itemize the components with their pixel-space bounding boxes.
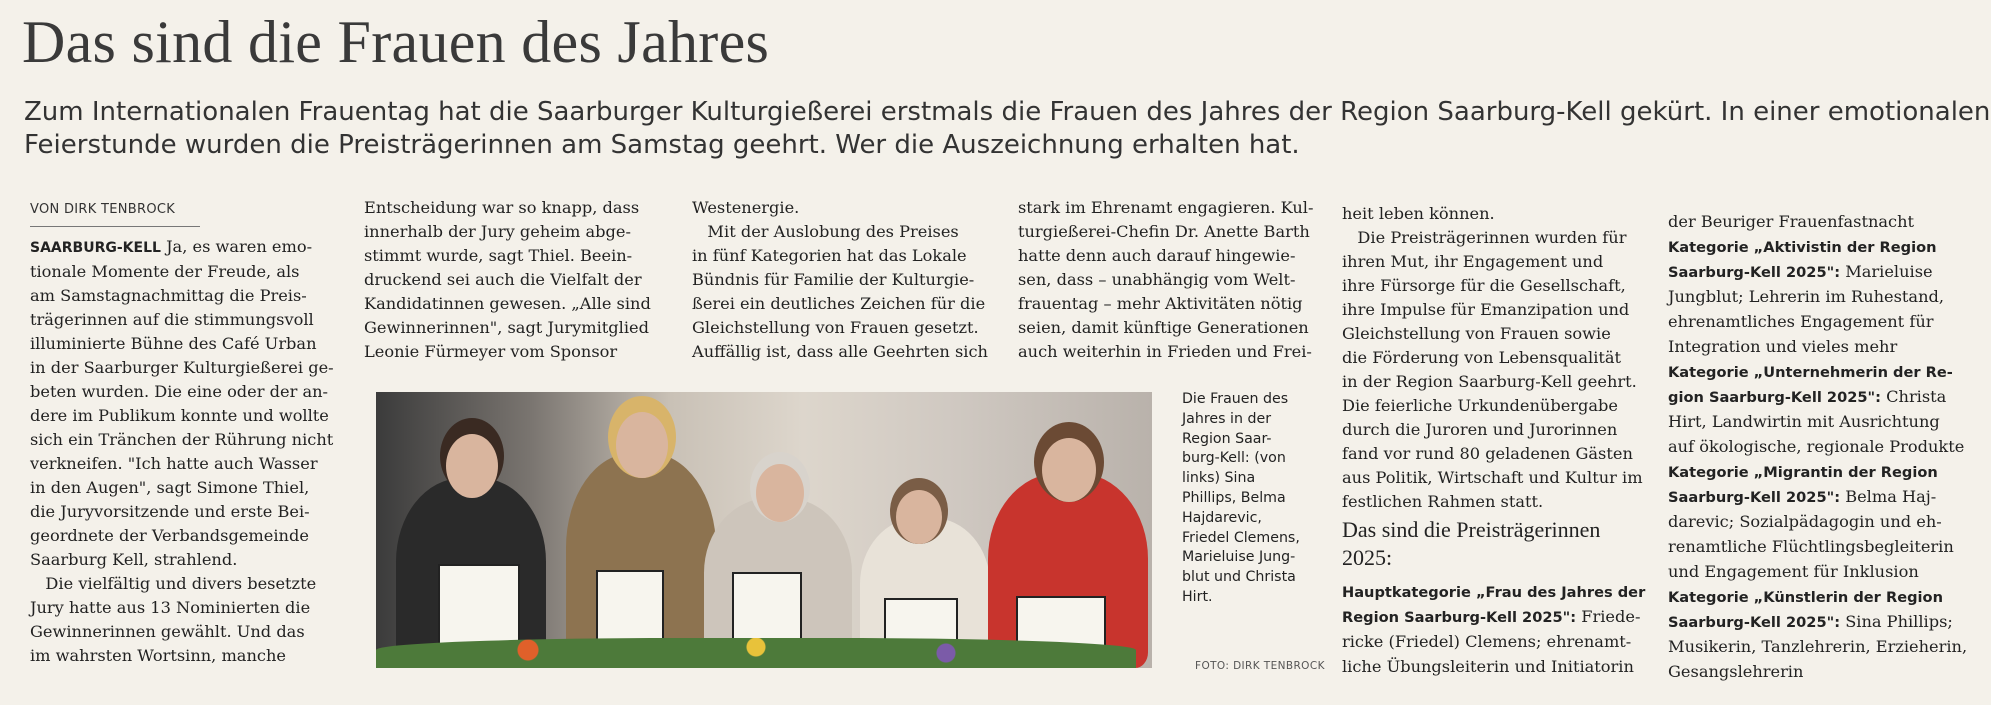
- text-line: Jungblut; Lehrerin im Ruhestand,: [1668, 287, 1945, 306]
- headline: Das sind die Frauen des Jahres: [22, 9, 770, 75]
- text-line: und Engagement für Inklusion: [1668, 562, 1919, 581]
- column-5: [1342, 202, 1652, 680]
- text-line: Belma Haj-: [1840, 487, 1937, 506]
- text-line: heit leben können.: [1342, 204, 1495, 223]
- text-line: Integration und vieles mehr: [1668, 337, 1898, 356]
- text-line: Saarburg Kell, strahlend.: [30, 550, 238, 569]
- text-line: Christa: [1880, 387, 1947, 406]
- caption-line: burg-Kell: (von: [1182, 450, 1286, 467]
- caption-line: Marieluise Jung-: [1182, 549, 1296, 566]
- caption-line: Hirt.: [1182, 588, 1213, 605]
- deck-line: Zum Internationalen Frauentag hat die Saarburger Kulturgießerei erstmals die Frauen des Jahres der Region Saarburg-Kell gekürt. In einer emotionalen: [24, 97, 1991, 127]
- text-line: im wahrsten Wortsinn, manche: [30, 646, 286, 665]
- text-line: liche Übungsleiterin und Initiatorin: [1342, 657, 1634, 676]
- subheading: Das sind die Preisträgerinnen: [1342, 517, 1601, 542]
- category-label: Kategorie „Migrantin der Region: [1668, 464, 1938, 481]
- text-line: Westenergie.: [692, 198, 800, 217]
- text-line: aus Politik, Wirtschaft und Kultur im: [1342, 468, 1643, 487]
- text-line: Sina Phillips;: [1840, 612, 1953, 631]
- text-line: fand vor rund 80 geladenen Gästen: [1342, 444, 1633, 463]
- text-line: trägerinnen auf die stimmungsvoll: [30, 310, 314, 329]
- dateline: SAARBURG-KELL: [30, 240, 161, 256]
- byline-rule: [30, 226, 200, 227]
- text-line: die Juryvorsitzende und erste Bei-: [30, 502, 310, 521]
- text-line: druckend sei auch die Vielfalt der: [364, 270, 642, 289]
- text-line: ihren Mut, ihr Engagement und: [1342, 252, 1604, 271]
- category-label: Saarburg-Kell 2025":: [1668, 264, 1841, 281]
- text-line: Bündnis für Familie der Kulturgie-: [692, 270, 975, 289]
- text-line: sich ein Tränchen der Rührung nicht: [30, 430, 334, 449]
- text-line: ihre Impulse für Emanzipation und: [1342, 300, 1630, 319]
- text-line: Die Preisträgerinnen wurden für: [1342, 228, 1627, 247]
- text-line: tionale Momente der Freude, als: [30, 262, 300, 281]
- person-head: [446, 434, 498, 498]
- text-line: Gesangslehrerin: [1668, 662, 1804, 681]
- text-line: ricke (Friedel) Clemens; ehrenamt-: [1342, 632, 1632, 651]
- photo-credit: FOTO: DIRK TENBROCK: [1195, 660, 1325, 672]
- text-line: Entscheidung war so knapp, dass: [364, 198, 640, 217]
- text-line: frauentag – mehr Aktivitäten nötig: [1018, 294, 1303, 313]
- text-line: beten wurden. Die eine oder der an-: [30, 382, 329, 401]
- category-label: Hauptkategorie „Frau des Jahres der: [1342, 584, 1646, 601]
- caption-line: Region Saar-: [1182, 430, 1272, 447]
- subheading: 2025:: [1342, 545, 1393, 570]
- text-line: Mit der Auslobung des Preises: [692, 222, 959, 241]
- category-label: Kategorie „Unternehmerin der Re-: [1668, 364, 1953, 381]
- text-line: in den Augen", sagt Simone Thiel,: [30, 478, 310, 497]
- person-head: [616, 412, 668, 478]
- caption-line: Jahres in der: [1182, 410, 1272, 427]
- text-line: renamtliche Flüchtlingsbegleiterin: [1668, 537, 1954, 556]
- text-line: geordnete der Verbandsgemeinde: [30, 526, 309, 545]
- text-line: Auffällig ist, dass alle Geehrten sich: [692, 342, 988, 361]
- category-label: gion Saarburg-Kell 2025":: [1668, 389, 1881, 406]
- caption-line: Phillips, Belma: [1182, 489, 1286, 506]
- column-4: [1018, 196, 1328, 364]
- text-line: stimmt wurde, sagt Thiel. Beein-: [364, 246, 633, 265]
- award-photo: [376, 392, 1152, 668]
- caption-line: Hajdarevic,: [1182, 509, 1262, 526]
- text-line: festlichen Rahmen statt.: [1342, 492, 1544, 511]
- person-head: [756, 464, 804, 522]
- caption-line: Friedel Clemens,: [1182, 529, 1300, 546]
- deck-line: Feierstunde wurden die Preisträgerinnen am Samstag geehrt. Wer die Auszeichnung erhalten hat.: [24, 130, 1300, 160]
- caption-line: blut und Christa: [1182, 569, 1296, 586]
- text-line: Leonie Fürmeyer vom Sponsor: [364, 342, 618, 361]
- text-line: Gleichstellung von Frauen gesetzt.: [692, 318, 979, 337]
- text-line: Kandidatinnen gewesen. „Alle sind: [364, 294, 651, 313]
- column-1: [30, 198, 345, 668]
- text-line: verkneifen. "Ich hatte auch Wasser: [30, 454, 318, 473]
- flower-bouquets: [376, 638, 1136, 668]
- caption-line: Die Frauen des: [1182, 391, 1289, 407]
- text-line: durch die Juroren und Jurorinnen: [1342, 420, 1618, 439]
- text-line: ehrenamtliches Engagement für: [1668, 312, 1934, 331]
- text-line: darevic; Sozialpädagogin und eh-: [1668, 512, 1942, 531]
- photo-caption: [1182, 390, 1307, 608]
- text-line: turgießerei-Chefin Dr. Anette Barth: [1018, 222, 1310, 241]
- category-label: Region Saarburg-Kell 2025":: [1342, 609, 1577, 626]
- text-line: seien, damit künftige Generationen: [1018, 318, 1309, 337]
- text-line: Gewinnerinnen", sagt Jurymitglied: [364, 318, 649, 337]
- text-line: dere im Publikum konnte und wollte: [30, 406, 329, 425]
- column-2: [364, 196, 674, 364]
- text-line: Musikerin, Tanzlehrerin, Erzieherin,: [1668, 637, 1968, 656]
- text-line: sen, dass – unabhängig vom Welt-: [1018, 270, 1296, 289]
- text-line: in fünf Kategorien hat das Lokale: [692, 246, 967, 265]
- text-line: in der Region Saarburg-Kell geehrt.: [1342, 372, 1637, 391]
- text-line: illuminierte Bühne des Café Urban: [30, 334, 317, 353]
- byline: VON DIRK TENBROCK: [30, 202, 176, 217]
- text-line: der Beuriger Frauenfastnacht: [1668, 212, 1915, 231]
- person-head: [1042, 438, 1096, 502]
- text-line: innerhalb der Jury geheim abge-: [364, 222, 631, 241]
- text-line: ßerei ein deutliches Zeichen für die: [692, 294, 986, 313]
- column-3: [692, 196, 1002, 364]
- column-6: [1668, 210, 1983, 685]
- text-line: in der Saarburger Kulturgießerei ge-: [30, 358, 334, 377]
- category-label: Saarburg-Kell 2025":: [1668, 614, 1841, 631]
- text-line: die Förderung von Lebensqualität: [1342, 348, 1622, 367]
- text-line: auf ökologische, regionale Produkte: [1668, 437, 1965, 456]
- category-label: Kategorie „Aktivistin der Region: [1668, 239, 1937, 256]
- text-line: Gewinnerinnen gewählt. Und das: [30, 622, 305, 641]
- text-line: Friede-: [1576, 607, 1641, 626]
- person-head: [896, 490, 942, 544]
- text-line: hatte denn auch darauf hingewie-: [1018, 246, 1296, 265]
- text-line: ihre Fürsorge für die Gesellschaft,: [1342, 276, 1626, 295]
- category-label: Saarburg-Kell 2025":: [1668, 489, 1841, 506]
- category-label: Kategorie „Künstlerin der Region: [1668, 589, 1943, 606]
- text-line: stark im Ehrenamt engagieren. Kul-: [1018, 198, 1314, 217]
- text-line: Gleichstellung von Frauen sowie: [1342, 324, 1611, 343]
- text-line: Hirt, Landwirtin mit Ausrichtung: [1668, 412, 1940, 431]
- text-line: am Samstagnachmittag die Preis-: [30, 286, 307, 305]
- caption-line: links) Sina: [1182, 470, 1256, 487]
- text-line: Die vielfältig und divers besetzte: [30, 574, 317, 593]
- text-line: Die feierliche Urkundenübergabe: [1342, 396, 1618, 415]
- text-line: auch weiterhin in Frieden und Frei-: [1018, 342, 1312, 361]
- deck: [24, 96, 1991, 162]
- text-line: Ja, es waren emo-: [160, 237, 313, 256]
- text-line: Jury hatte aus 13 Nominierten die: [30, 598, 311, 617]
- text-line: Marieluise: [1840, 262, 1933, 281]
